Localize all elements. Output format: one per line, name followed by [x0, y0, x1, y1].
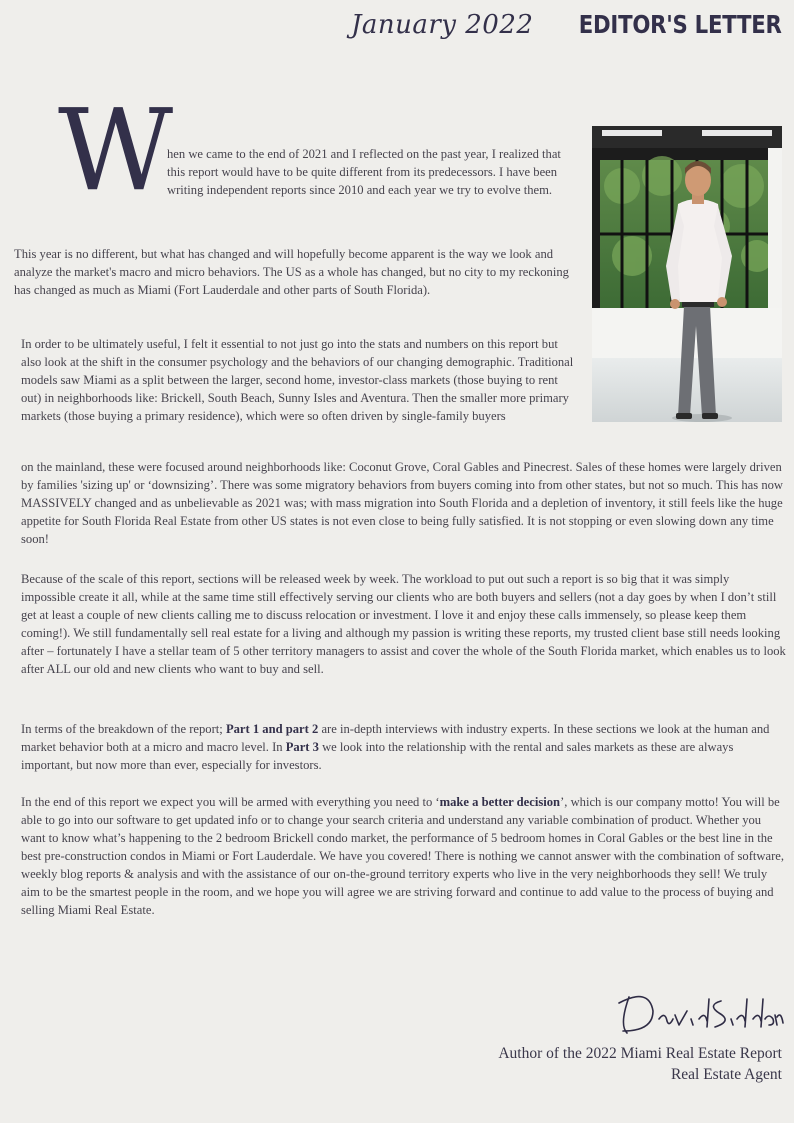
paragraph-5 — [21, 720, 786, 774]
paragraph-5-text-a: In terms of the breakdown of the report; — [21, 722, 226, 736]
paragraph-4: Because of the scale of this report, sections will be released week by week. The workload to put out such a report is so big that it was simply impossible create it all, while at the same time still effectively serving our clients who are both buyers and sellers (not a day goes by when I don’t still get at least a couple of new clients calling me to discuss relocation or investment. I love it and enjoy these calls immensely, so please keep them coming!). We still fundamentally sell real estate for a living and although my passion is writing these reports, my trusted client base still needs looking after – fortunately I have a stellar team of 5 other territory managers to assist and cover the whole of the South Florida market, which enables us to look after ALL our old and new clients who want to buy and sell. — [21, 572, 786, 676]
author-photo — [592, 126, 782, 422]
paragraph-1: This year is no different, but what has changed and will hopefully become apparent is the way we look and analyze the market's macro and micro behaviors. The US as a whole has changed, but no city to my reckoning has changed as much as Miami (Fort Lauderdale and other parts of South Florida). — [14, 247, 569, 297]
paragraph-5-text-c: are in-depth interviews with industry experts. In these sections we look at the human and market behavior both at a micro and macro level. In — [21, 722, 770, 754]
intro-paragraph: hen we came to the end of 2021 and I reflected on the past year, I realized that this report would have to be quite different from its predecessors. I have been writing independent reports since 2010 and each year we try to evolve them. — [167, 147, 561, 197]
paragraph-5-bold-part3: Part 3 — [285, 740, 319, 754]
drop-cap: W — [58, 86, 174, 216]
paragraph-6 — [21, 793, 786, 919]
author-role: Real Estate Agent — [670, 1066, 782, 1083]
paragraph-6-text-c: ’, which is our company motto! You will be able to go into our software to get updated info or to change your search criteria and understand any variable combination of product. Whether you want to know what’s happening to the 2 bedroom Brickell condo market, the performance of 5 bedroom homes in Coral Gables or the best line in the best pre-construction condos in Miami or Fort Lauderdale. We have you covered! There is nothing we cannot answer with the combination of software, weekly blog reports & analysis and with the assistance of our on-the-ground territory experts who live in the very neighborhoods they sell! We truly aim to be the smartest people in the room, and we hope you will agree we are striving forward and continue to add value to the process of buying and selling Miami Real Estate. — [21, 795, 785, 917]
paragraph-5-bold-parts: Part 1 and part 2 — [225, 722, 319, 736]
paragraph-3: on the mainland, these were focused around neighborhoods like: Coconut Grove, Coral Gables and Pinecrest. Sales of these homes were largely driven by families 'sizing up' or ‘downsizing’. There was some migratory behaviors from buyers coming into from other states, but not so much. This has now MASSIVELY changed and as unbelievable as 2021 was; with mass migration into South Florida and a depletion of inventory, it still feels like the huge appetite for South Florida Real Estate from other US states is not even close to being fully satisfied. It is not stopping or even slowing down any time soon! — [21, 460, 784, 546]
company-motto: make a better decision — [439, 795, 561, 809]
author-title: Author of the 2022 Miami Real Estate Report — [498, 1045, 782, 1062]
page-title: EDITOR'S LETTER — [579, 10, 782, 39]
author-block — [498, 1043, 782, 1085]
page-header — [351, 10, 782, 40]
handwritten-signature — [609, 985, 784, 1040]
issue-month: January 2022 — [350, 10, 534, 40]
paragraph-5-text-e: we look into the relationship with the rental and sales markets as these are always important, but now more than ever, especially for investors. — [21, 740, 734, 772]
paragraph-2: In order to be ultimately useful, I felt it essential to not just go into the stats and numbers on this report but also look at the shift in the consumer psychology and the behaviors of our changing demographic. Traditional models saw Miami as a split between the larger, second home, investor-class markets (those buying to rent out) in neighborhoods like: Brickell, South Beach, Sunny Isles and Aventura. Then the smaller more primary markets (those buying a primary residence), which were so often driven by single-family buyers — [21, 337, 574, 423]
paragraph-6-text-a: In the end of this report we expect you will be armed with everything you need to ‘ — [21, 795, 440, 809]
